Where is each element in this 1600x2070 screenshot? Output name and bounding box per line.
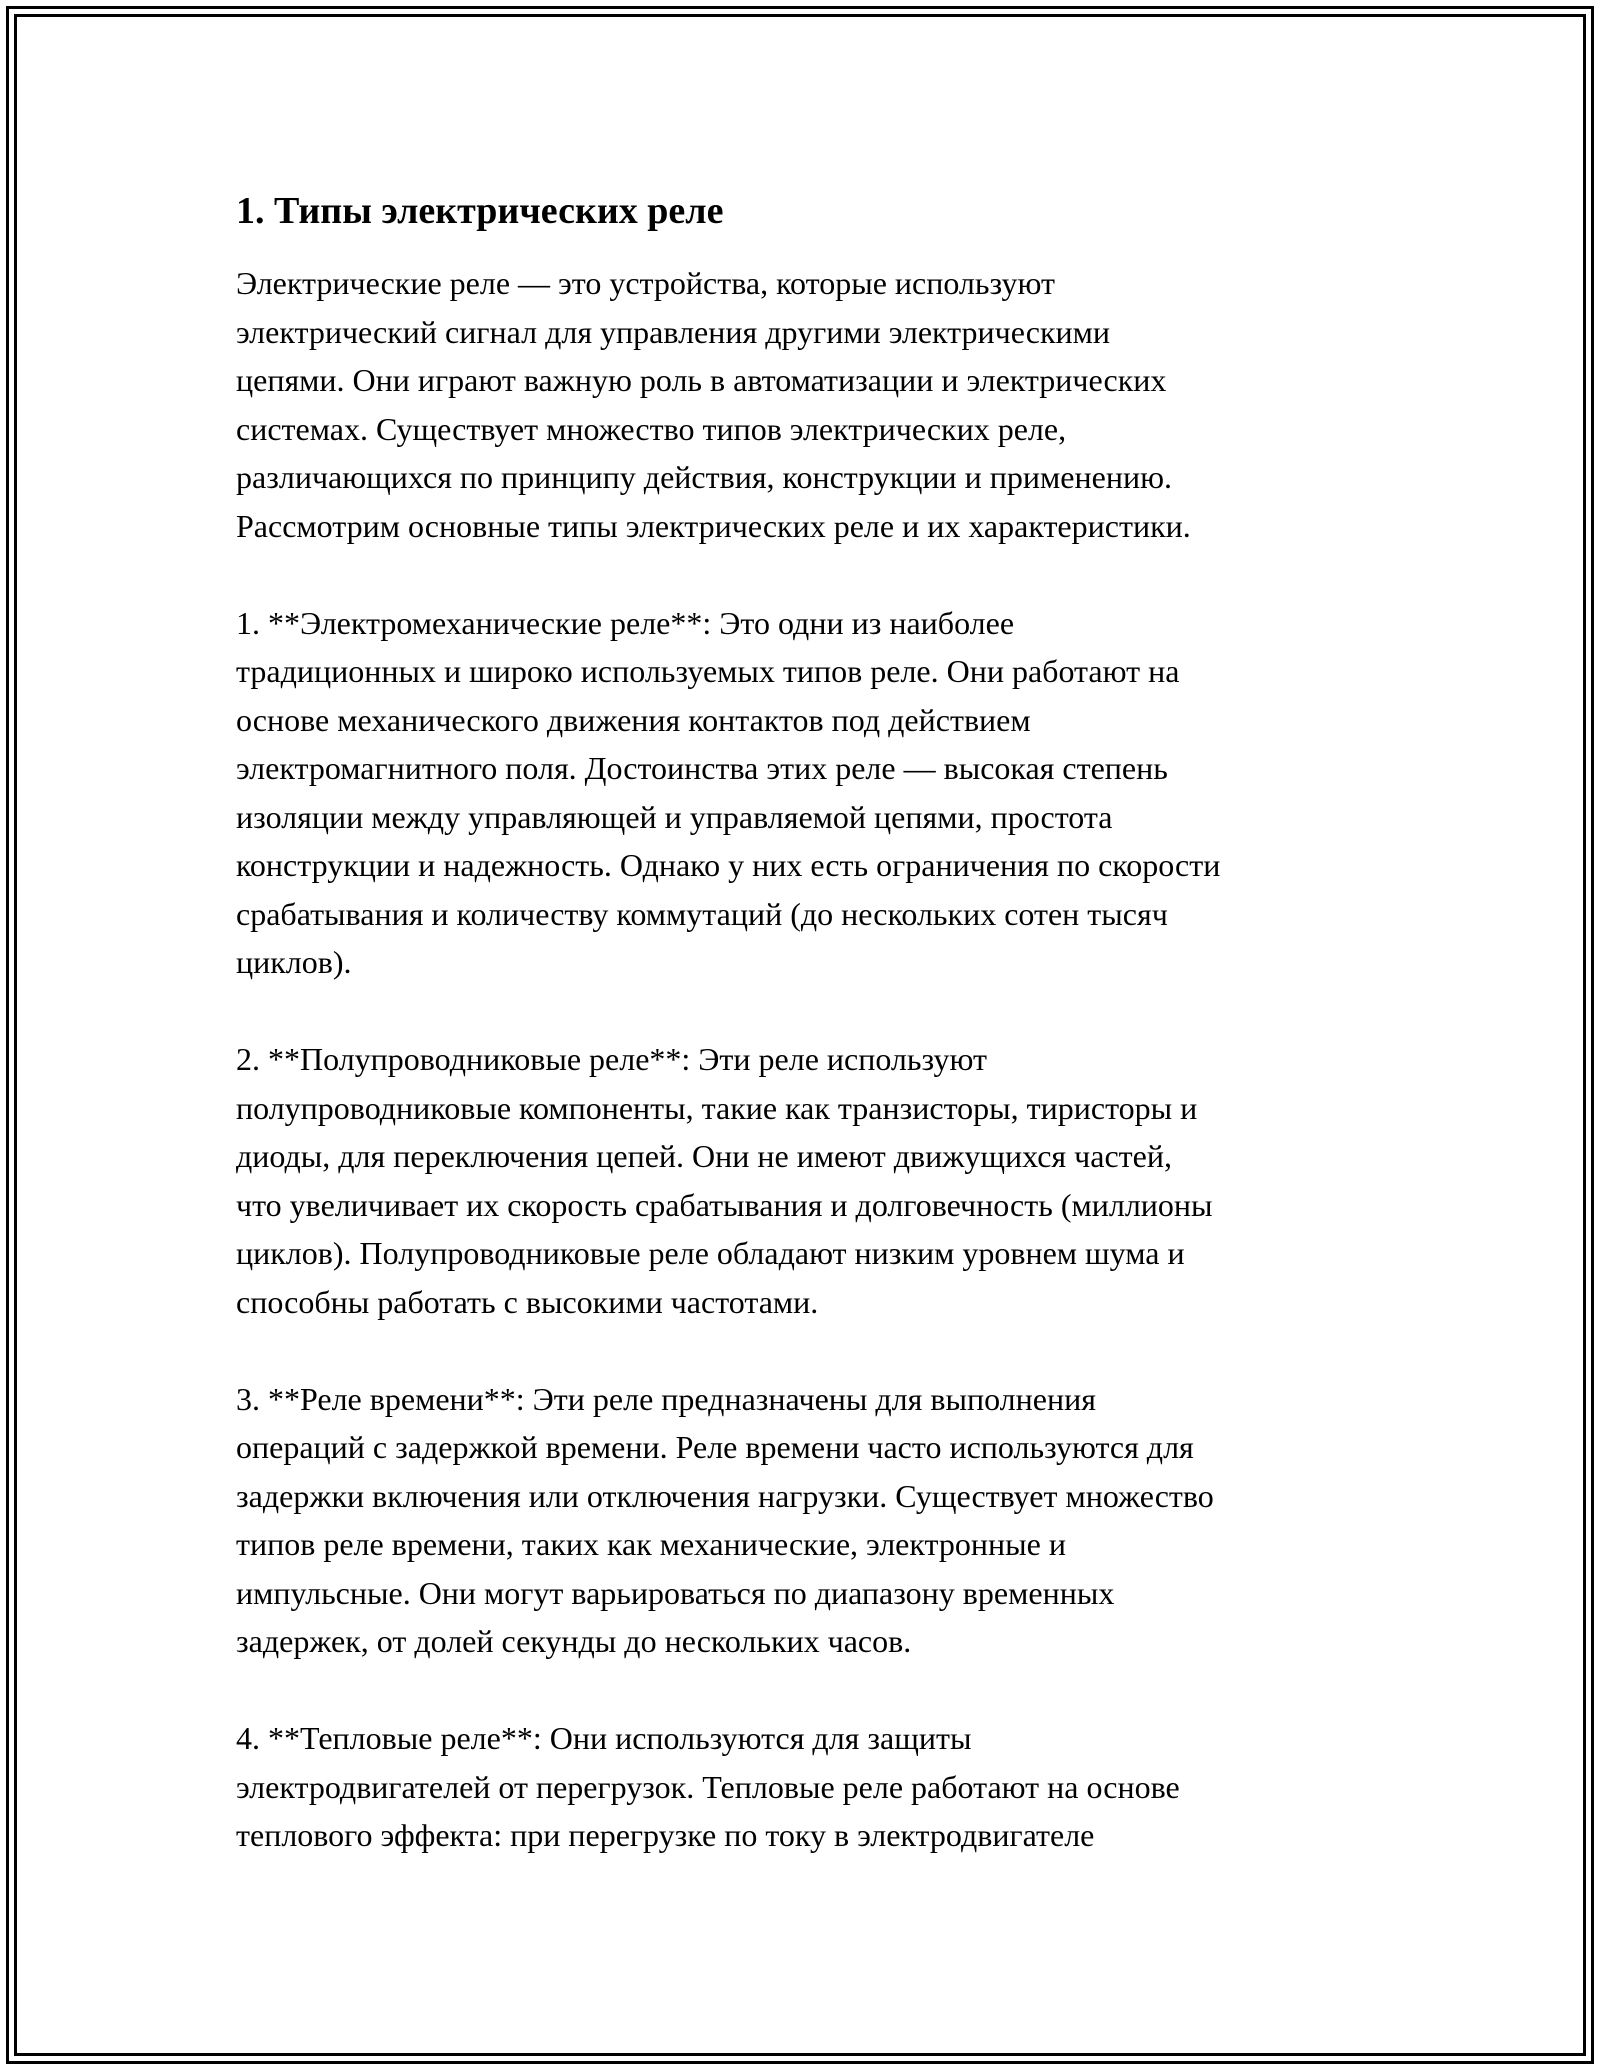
paragraph (236, 259, 1406, 550)
paragraph (236, 1035, 1406, 1326)
text-line: основе механического движения контактов под действием (236, 701, 1031, 738)
text-line: срабатывания и количеству коммутаций (до нескольких сотен тысяч (236, 895, 1168, 932)
text-line: системах. Существует множество типов электрических реле, (236, 410, 1067, 447)
text-line: способны работать с высокими частотами. (236, 1283, 819, 1320)
text-line: традиционных и широко используемых типов реле. Они работают на (236, 653, 1180, 689)
text-line: Рассмотрим основные типы электрических реле и их характеристики. (236, 507, 1191, 544)
text-line: 3. **Реле времени**: Эти реле предназначены для выполнения (236, 1380, 1096, 1417)
text-line: циклов). Полупроводниковые реле обладают низким уровнем шума и (236, 1235, 1185, 1271)
text-line: полупроводниковые компоненты, такие как транзисторы, тиристоры и (236, 1089, 1198, 1126)
text-line: цепями. Они играют важную роль в автоматизации и электрических (236, 362, 1167, 398)
text-line: 2. **Полупроводниковые реле**: Эти реле используют (236, 1041, 987, 1077)
text-line: 1. **Электромеханические реле**: Это одни из наиболее (236, 604, 1015, 641)
paragraph (236, 1714, 1406, 1860)
text-line: что увеличивает их скорость срабатывания и долговечность (миллионы (236, 1186, 1213, 1223)
paragraph-list (236, 259, 1406, 1860)
text-line: импульсные. Они могут варьироваться по диапазону временных (236, 1574, 1115, 1611)
text-line: изоляции между управляющей и управляемой цепями, простота (236, 798, 1113, 835)
text-line: циклов). (236, 944, 352, 980)
text-line: задержек, от долей секунды до нескольких часов. (236, 1623, 912, 1659)
text-line: электродвигателей от перегрузок. Тепловые реле работают на основе (236, 1768, 1180, 1805)
text-line: операций с задержкой времени. Реле времени часто используются для (236, 1429, 1194, 1465)
text-line: конструкции и надежность. Однако у них есть ограничения по скорости (236, 847, 1221, 883)
text-line: типов реле времени, таких как механические, электронные и (236, 1526, 1066, 1562)
paragraph (236, 599, 1406, 987)
text-line: Электрические реле — это устройства, которые используют (236, 265, 1055, 301)
text-line: теплового эффекта: при перегрузке по току в электродвигателе (236, 1817, 1095, 1853)
text-line: различающихся по принципу действия, конструкции и применению. (236, 459, 1172, 495)
document-body (236, 187, 1406, 1908)
text-line: электромагнитного поля. Достоинства этих реле — высокая степень (236, 750, 1168, 786)
text-line: электрический сигнал для управления другими электрическими (236, 313, 1110, 350)
text-line: задержки включения или отключения нагрузки. Существует множество (236, 1477, 1214, 1514)
section-heading: 1. Типы электрических реле (236, 190, 724, 232)
paragraph (236, 1375, 1406, 1666)
text-line: 4. **Тепловые реле**: Они используются для защиты (236, 1720, 972, 1756)
text-line: диоды, для переключения цепей. Они не имеют движущихся частей, (236, 1138, 1172, 1174)
